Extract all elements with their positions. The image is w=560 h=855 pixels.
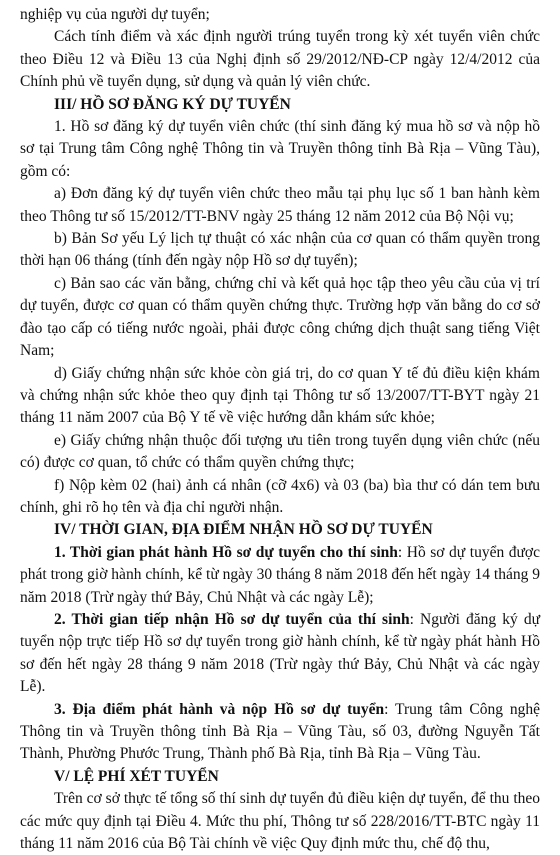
paragraph: e) Giấy chứng nhận thuộc đối tượng ưu tiên trong tuyển dụng viên chức (nếu có) được cơ quan, tổ chức có thẩm quyền chứng thực; xyxy=(20,431,540,472)
paragraph: nghiệp vụ của người dự tuyển; xyxy=(20,6,210,23)
paragraph: d) Giấy chứng nhận sức khỏe còn giá trị, do cơ quan Y tế đủ điều kiện khám và chứng nhận sức khỏe theo quy định tại Thông tư số 13/2007/TT-BYT ngày 21 tháng 11 năm 2007 của Bộ Y tế về việc hướng dẫn khám sức khỏe; xyxy=(20,364,540,427)
paragraph: b) Bản Sơ yếu Lý lịch tự thuật có xác nhận của cơ quan có thẩm quyền trong thời hạn 06 tháng (tính đến ngày nộp Hồ sơ dự tuyển); xyxy=(20,230,540,270)
bold-lead: 2. Thời gian tiếp nhận Hồ sơ dự tuyển của thí sinh xyxy=(54,610,410,628)
paragraph-text: : Hồ sơ dự tuyển được phát trong giờ hành chính, kể từ ngày 30 tháng 8 năm 2018 đến hết ngày 14 tháng 9 năm 2018 (Trừ ngày thứ Bảy, Chủ Nhật và các ngày Lễ); xyxy=(20,543,540,606)
paragraph: f) Nộp kèm 02 (hai) ảnh cá nhân (cỡ 4x6) và 03 (ba) bìa thư có dán tem bưu chính, ghi rõ họ tên và địa chỉ người nhận. xyxy=(20,476,540,516)
paragraph: c) Bản sao các văn bằng, chứng chỉ và kết quả học tập theo yêu cầu của vị trí dự tuyển, được cơ quan có thẩm quyền chứng thực. Trường hợp văn bằng do cơ sở đào tạo cấp có tiếng nước ngoài, phải được công chứng dịch thuật sang tiếng Việt Nam; xyxy=(20,274,540,360)
paragraph-text: : Người đăng ký dự tuyển nộp trực tiếp Hồ sơ dự tuyển trong giờ hành chính, kể từ ngày phát hành Hồ sơ đến hết ngày 28 tháng 9 năm 2018 (Trừ ngày thứ Bảy, Chủ Nhật và các ngày Lễ). xyxy=(20,610,540,696)
paragraph xyxy=(20,699,540,766)
paragraph: Cách tính điểm và xác định người trúng tuyển trong kỳ xét tuyển viên chức theo Điều 12 và Điều 13 của Nghị định số 29/2012/NĐ-CP ngày 12/4/2012 của Chính phủ về tuyển dụng, sử dụng và quản lý viên chức. xyxy=(20,28,540,91)
paragraph: a) Đơn đăng ký dự tuyển viên chức theo mẫu tại phụ lục số 1 ban hành kèm theo Thông tư số 15/2012/TT-BNV ngày 25 tháng 12 năm 2012 của Bộ Nội vụ; xyxy=(20,185,540,225)
paragraph xyxy=(20,609,540,699)
bold-lead: 3. Địa điểm phát hành và nộp Hồ sơ dự tuyển xyxy=(54,700,385,718)
section-heading: V/ LỆ PHÍ XÉT TUYỂN xyxy=(54,767,219,785)
paragraph: Trên cơ sở thực tế tổng số thí sinh dự tuyển đủ điều kiện dự tuyển, để thu theo các mức quy định tại Điều 4. Mức thu phí, Thông tư số 228/2016/TT-BTC ngày 11 tháng 11 năm 2016 của Bộ Tài chính về việc Quy định mức thu, chế độ thu, xyxy=(20,790,540,853)
bold-lead: 1. Thời gian phát hành Hồ sơ dự tuyển cho thí sinh xyxy=(54,543,398,561)
paragraph xyxy=(20,542,540,609)
paragraph-text: : Trung tâm Công nghệ Thông tin và Truyền thông tỉnh Bà Rịa – Vũng Tàu, số 03, đường Nguyễn Tất Thành, Phường Phước Trung, Thành phố Bà Rịa, tỉnh Bà Rịa – Vũng Tàu. xyxy=(20,700,540,763)
section-heading: IV/ THỜI GIAN, ĐỊA ĐIỂM NHẬN HỒ SƠ DỰ TUYỂN xyxy=(54,521,433,539)
paragraph: 1. Hồ sơ đăng ký dự tuyển viên chức (thí sinh đăng ký mua hồ sơ và nộp hồ sơ tại Trung tâm Công nghệ Thông tin và Truyền thông tỉnh Bà Rịa – Vũng Tàu), gồm có: xyxy=(20,118,540,180)
section-heading: III/ HỒ SƠ ĐĂNG KÝ DỰ TUYỂN xyxy=(54,95,291,113)
